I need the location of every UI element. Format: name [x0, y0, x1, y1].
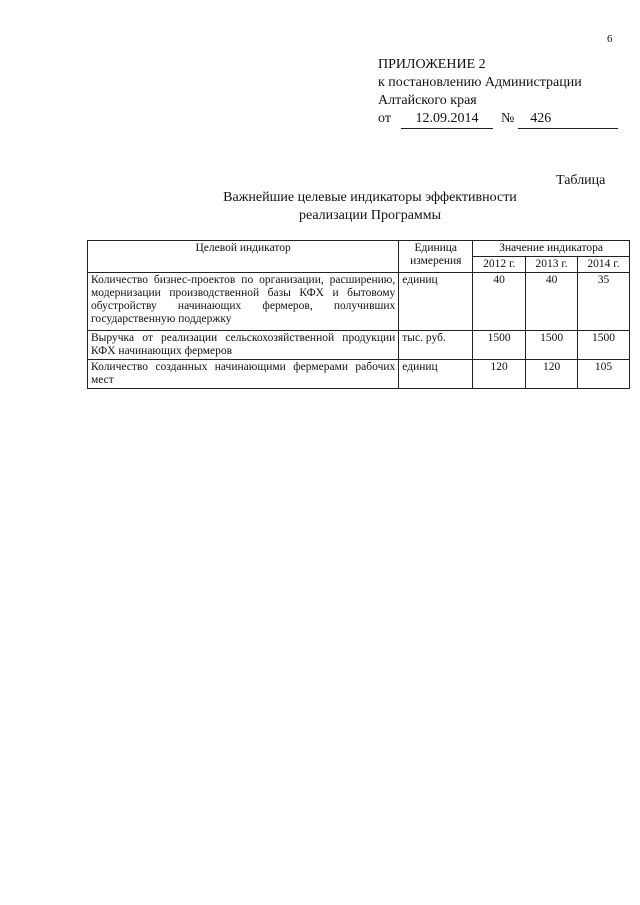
indicator-value: 1500 — [578, 331, 630, 360]
indicator-value: 105 — [578, 360, 630, 389]
indicator-value: 120 — [473, 360, 526, 389]
document-title-line-1: Важнейшие целевые индикаторы эффективности — [223, 190, 517, 205]
indicator-unit: тыс. руб. — [399, 331, 473, 360]
table-row — [88, 331, 630, 360]
number-label: № — [500, 111, 515, 126]
decree-number: 426 — [518, 110, 618, 129]
header-value: Значение индикатора — [473, 241, 630, 257]
indicator-name: Количество бизнес-проектов по организации, расширению, модернизации производственной базы КФХ и бытовому обустройству начинающих фермеров, получивших государственную поддержку — [88, 273, 399, 331]
indicator-name: Количество созданных начинающими фермерами рабочих мест — [88, 360, 399, 389]
appendix-title: ПРИЛОЖЕНИЕ 2 — [378, 57, 486, 72]
table-header-row — [88, 241, 630, 257]
indicator-unit: единиц — [399, 360, 473, 389]
header-year: 2014 г. — [578, 257, 630, 273]
page-number: 6 — [607, 33, 613, 45]
indicator-name: Выручка от реализации сельскохозяйственной продукции КФХ начинающих фермеров — [88, 331, 399, 360]
header-year: 2012 г. — [473, 257, 526, 273]
document-title-line-2: реализации Программы — [298, 208, 442, 223]
indicator-value: 120 — [526, 360, 578, 389]
appendix-line-1: к постановлению Администрации — [378, 75, 582, 90]
indicators-table — [87, 240, 630, 389]
indicator-value: 1500 — [526, 331, 578, 360]
indicator-value: 40 — [473, 273, 526, 331]
indicator-value: 40 — [526, 273, 578, 331]
table-row — [88, 360, 630, 389]
appendix-date-line — [378, 110, 618, 129]
header-year: 2013 г. — [526, 257, 578, 273]
indicator-unit: единиц — [399, 273, 473, 331]
decree-date: 12.09.2014 — [401, 110, 493, 129]
appendix-line-2: Алтайского края — [378, 93, 477, 108]
document-title — [160, 189, 580, 225]
header-indicator: Целевой индикатор — [88, 241, 399, 273]
header-unit: Единица измерения — [399, 241, 473, 273]
table-row — [88, 273, 630, 331]
indicator-value: 35 — [578, 273, 630, 331]
appendix-header — [378, 56, 618, 129]
table-caption: Таблица — [556, 173, 606, 188]
indicator-value: 1500 — [473, 331, 526, 360]
from-label: от — [378, 111, 391, 126]
